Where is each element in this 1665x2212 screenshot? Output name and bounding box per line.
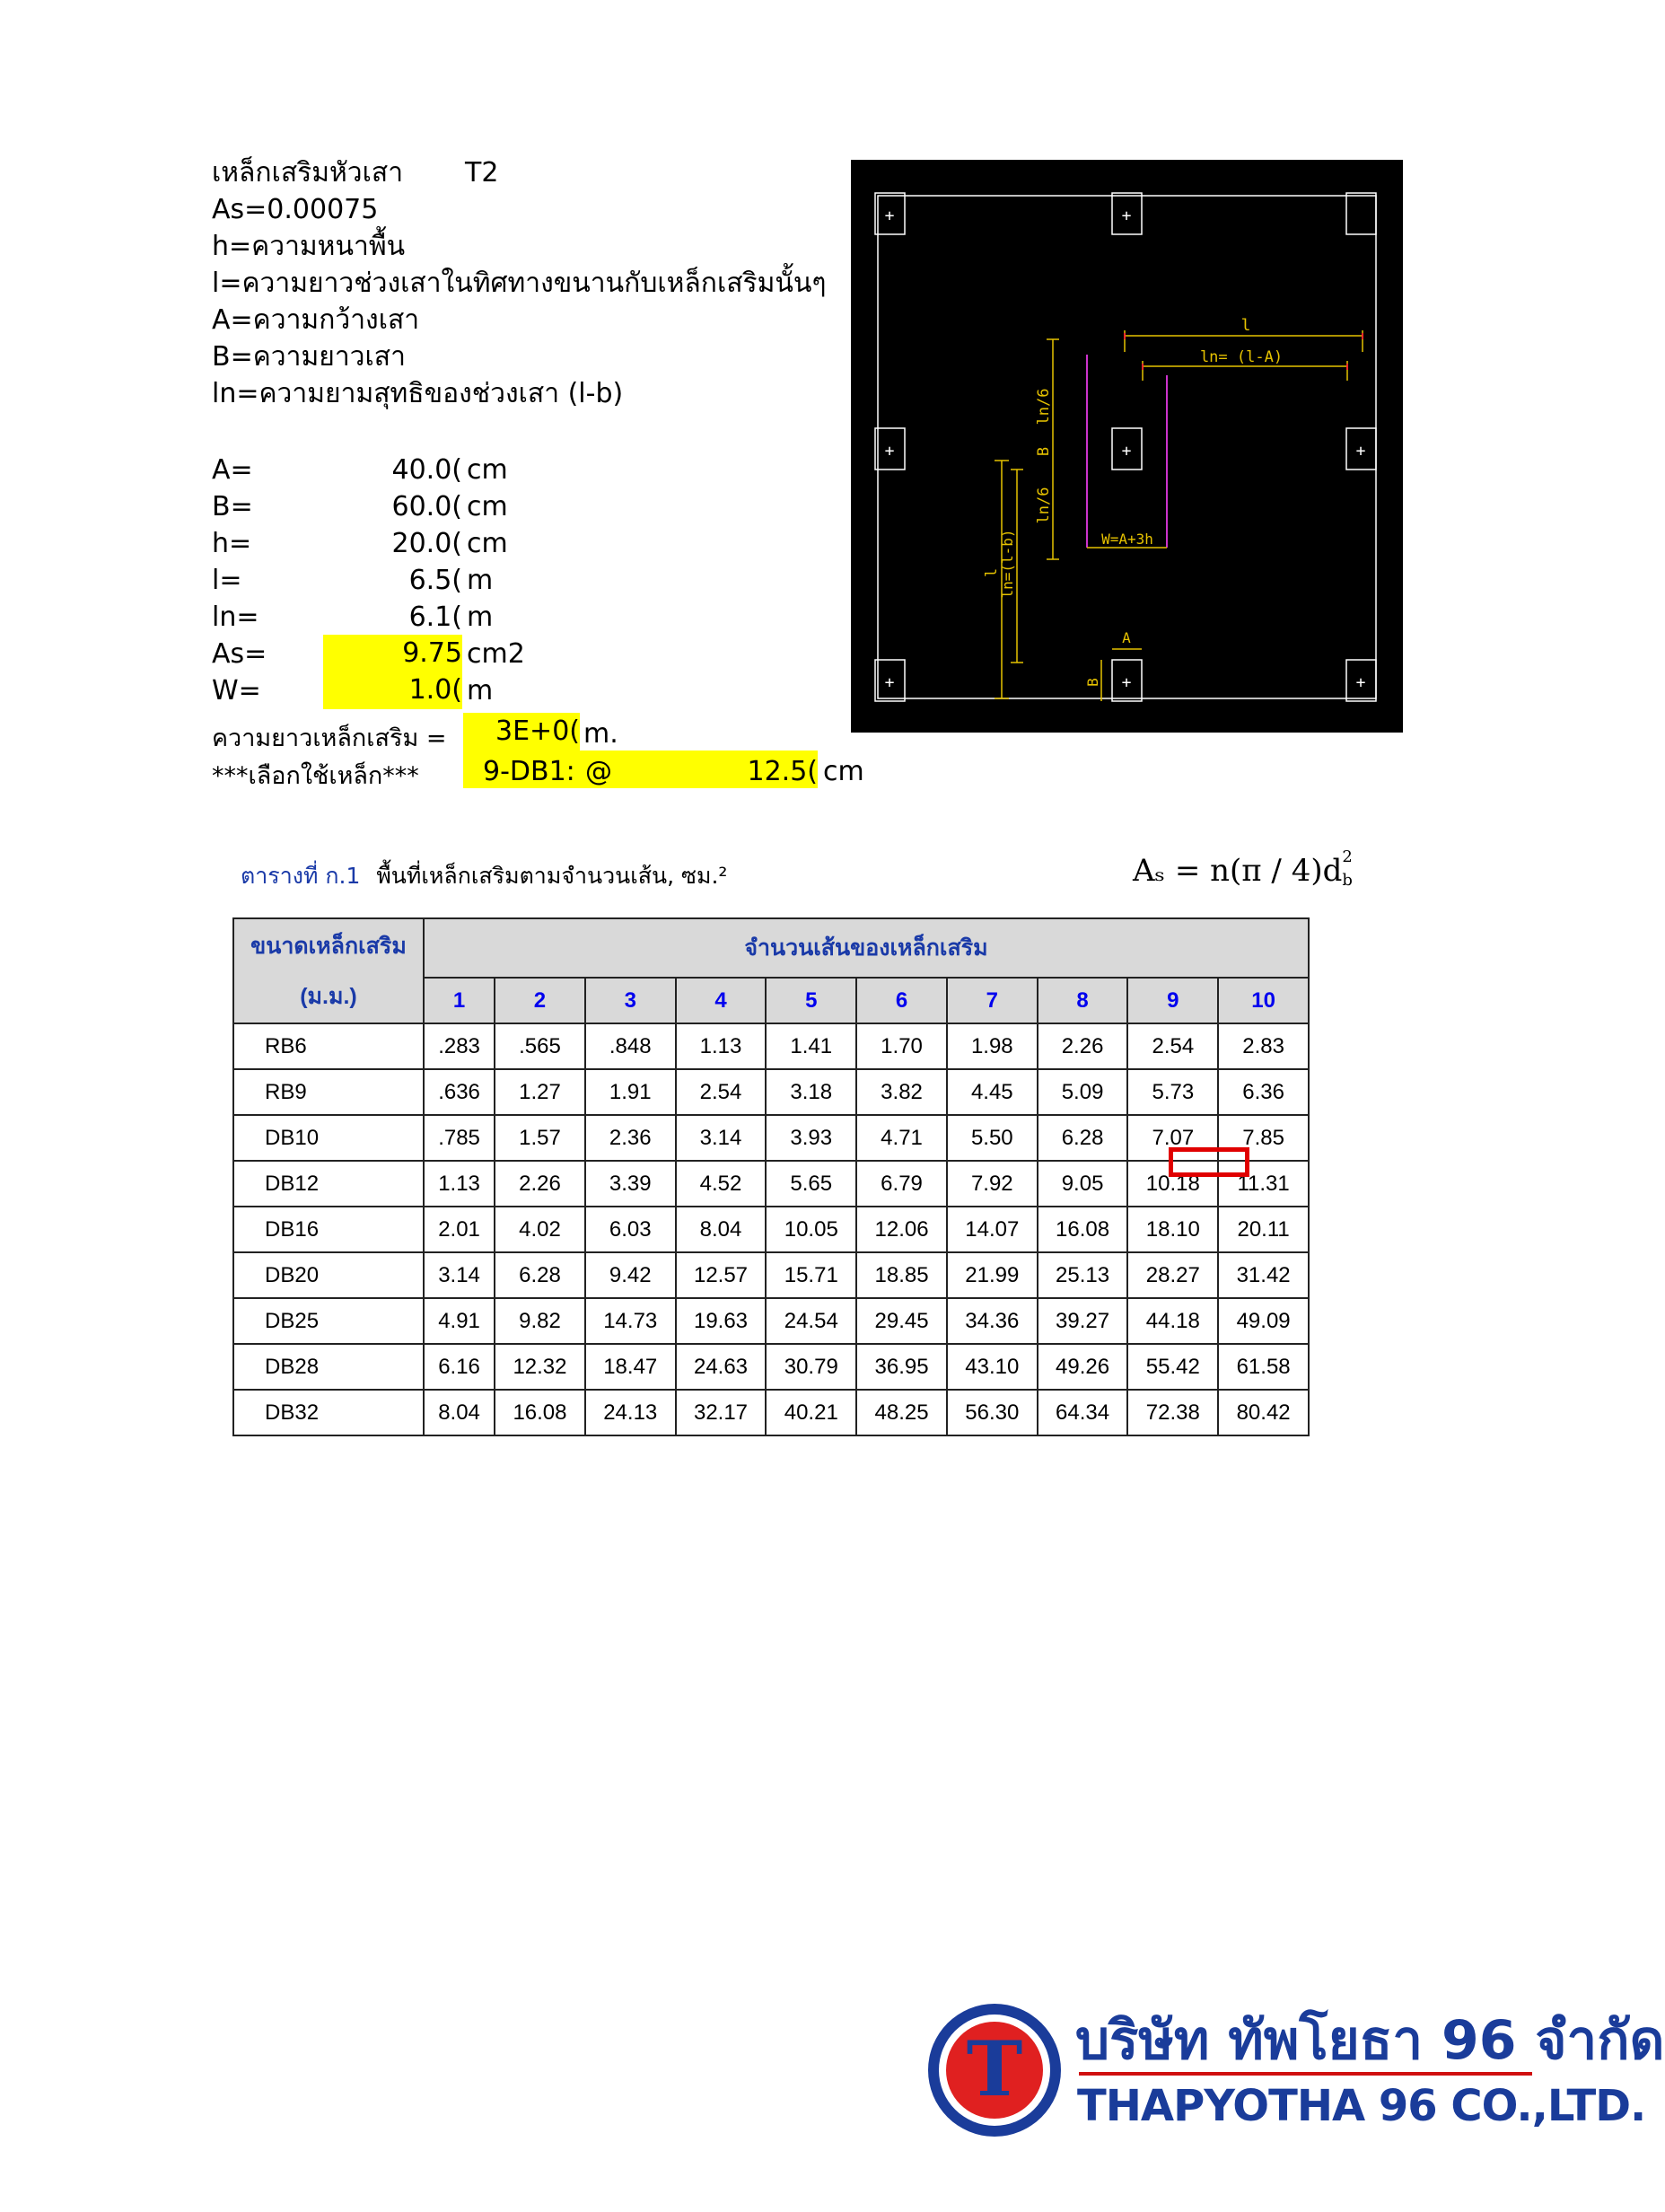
area-cell: 12.32 — [495, 1344, 585, 1390]
svg-text:+: + — [1121, 673, 1132, 692]
area-cell: .565 — [495, 1023, 585, 1069]
table-caption — [241, 858, 727, 894]
area-cell: 6.16 — [424, 1344, 495, 1390]
svg-text:+: + — [884, 206, 895, 225]
area-cell: 43.10 — [947, 1344, 1038, 1390]
count-header-cell: 2 — [495, 978, 585, 1023]
area-cell: 30.79 — [766, 1344, 856, 1390]
label-b-mid: B — [1035, 446, 1053, 457]
area-cell: 29.45 — [856, 1298, 947, 1344]
note-h: h=ความหนาพื้น — [212, 231, 406, 262]
table-caption-num: ตารางที่ ก.1 — [241, 863, 361, 889]
table-header-row — [233, 918, 1309, 978]
area-cell: 5.09 — [1038, 1069, 1128, 1115]
logo-letter: T — [966, 2024, 1023, 2113]
area-cell: 4.02 — [495, 1207, 585, 1252]
area-cell: 6.79 — [856, 1161, 947, 1207]
area-cell: 21.99 — [947, 1252, 1038, 1298]
svg-text:+: + — [1355, 442, 1366, 461]
area-cell: 4.45 — [947, 1069, 1038, 1115]
size-header — [233, 918, 424, 1023]
count-header-cell: 4 — [676, 978, 767, 1023]
param-unit: cm2 — [467, 638, 525, 670]
area-cell: 3.14 — [424, 1252, 495, 1298]
area-cell: 14.73 — [585, 1298, 676, 1344]
label-ln-top: ln= (l-A) — [1199, 348, 1284, 366]
title-code: T2 — [465, 157, 499, 189]
rebar-choice-label: ***เลือกใช้เหล็ก*** — [212, 762, 419, 790]
area-cell: 1.41 — [766, 1023, 856, 1069]
area-cell: 11.31 — [1218, 1161, 1309, 1207]
area-cell: 2.01 — [424, 1207, 495, 1252]
param-unit: cm — [467, 454, 508, 486]
area-cell: 1.70 — [856, 1023, 947, 1069]
area-cell: 12.06 — [856, 1207, 947, 1252]
label-w: W=A+3h — [1101, 531, 1153, 548]
param-label: l= — [212, 565, 242, 596]
area-cell: 16.08 — [495, 1390, 585, 1435]
area-cell: 3.93 — [766, 1115, 856, 1161]
label-a: A — [1122, 629, 1131, 646]
param-value-highlighted: 9.75 — [323, 635, 462, 672]
area-cell: 55.42 — [1127, 1344, 1218, 1390]
area-cell: 61.58 — [1218, 1344, 1309, 1390]
note-ln: ln=ความยามสุทธิของช่วงเสา (l-b) — [212, 378, 624, 409]
area-cell: 10.18 — [1127, 1161, 1218, 1207]
area-cell: 40.21 — [766, 1390, 856, 1435]
area-cell: 1.57 — [495, 1115, 585, 1161]
formula-sub: b — [1342, 871, 1353, 890]
param-value: 20.0( — [391, 528, 462, 559]
table-row — [233, 1023, 1309, 1069]
param-value: 40.0( — [391, 454, 462, 486]
label-l-left: l — [983, 567, 1001, 578]
area-cell: 24.13 — [585, 1390, 676, 1435]
area-cell: 8.04 — [676, 1207, 767, 1252]
svg-text:+: + — [1121, 442, 1132, 461]
rebar-size-cell: DB10 — [233, 1115, 424, 1161]
svg-text:+: + — [1121, 206, 1132, 225]
param-unit: cm — [467, 491, 508, 522]
logo-thai-name: บริษัท ทัพโยธา 96 จำกัด — [1075, 2009, 1665, 2072]
count-header: จำนวนเส้นของเหล็กเสริม — [424, 918, 1309, 978]
label-ln-left: ln=(l-b) — [999, 529, 1016, 599]
area-cell: 4.91 — [424, 1298, 495, 1344]
area-cell: 2.26 — [495, 1161, 585, 1207]
param-unit: m — [467, 675, 494, 707]
param-unit: m — [467, 601, 494, 633]
area-cell: 18.47 — [585, 1344, 676, 1390]
area-cell: 5.50 — [947, 1115, 1038, 1161]
formula-sup: 2 — [1342, 847, 1353, 866]
rebar-size-cell: DB16 — [233, 1207, 424, 1252]
area-cell: 1.13 — [424, 1161, 495, 1207]
area-cell: 20.11 — [1218, 1207, 1309, 1252]
rebar-choice-spacing: 12.5( — [747, 756, 818, 787]
table-row — [233, 1344, 1309, 1390]
area-cell: 1.91 — [585, 1069, 676, 1115]
area-cell: 15.71 — [766, 1252, 856, 1298]
area-cell: 14.07 — [947, 1207, 1038, 1252]
area-cell: 5.73 — [1127, 1069, 1218, 1115]
area-cell: 7.07 — [1127, 1115, 1218, 1161]
area-cell: 9.82 — [495, 1298, 585, 1344]
count-header-cell: 5 — [766, 978, 856, 1023]
sheet-title — [212, 154, 499, 191]
area-cell: 31.42 — [1218, 1252, 1309, 1298]
area-cell: 25.13 — [1038, 1252, 1128, 1298]
area-cell: 56.30 — [947, 1390, 1038, 1435]
area-cell: 49.26 — [1038, 1344, 1128, 1390]
rebar-length-unit: m. — [583, 718, 618, 750]
svg-text:+: + — [884, 673, 895, 692]
area-cell: 80.42 — [1218, 1390, 1309, 1435]
count-header-cell: 7 — [947, 978, 1038, 1023]
table-row — [233, 1115, 1309, 1161]
area-cell: 4.52 — [676, 1161, 767, 1207]
area-cell: 3.82 — [856, 1069, 947, 1115]
rebar-size-cell: DB25 — [233, 1298, 424, 1344]
area-cell: .283 — [424, 1023, 495, 1069]
area-cell: 7.92 — [947, 1161, 1038, 1207]
rebar-size-cell: DB12 — [233, 1161, 424, 1207]
area-cell: 18.10 — [1127, 1207, 1218, 1252]
area-cell: 6.03 — [585, 1207, 676, 1252]
param-unit: cm — [467, 528, 508, 559]
svg-text:+: + — [1355, 673, 1366, 692]
title-text: เหล็กเสริมหัวเสา — [212, 157, 404, 189]
param-label: As= — [212, 638, 267, 670]
drawing-svg — [851, 160, 1403, 733]
rebar-choice-at: @ — [585, 756, 612, 787]
rebar-size-cell: DB32 — [233, 1390, 424, 1435]
table-row — [233, 1069, 1309, 1115]
area-cell: 3.39 — [585, 1161, 676, 1207]
area-cell: 72.38 — [1127, 1390, 1218, 1435]
area-cell: 6.36 — [1218, 1069, 1309, 1115]
area-cell: 16.08 — [1038, 1207, 1128, 1252]
table-body — [233, 1023, 1309, 1435]
table-row — [233, 1207, 1309, 1252]
param-label: A= — [212, 454, 253, 486]
area-cell: 36.95 — [856, 1344, 947, 1390]
rebar-length-label: ความยาวเหล็กเสริม = — [212, 724, 447, 752]
param-label: B= — [212, 491, 253, 522]
area-cell: 2.26 — [1038, 1023, 1128, 1069]
area-cell: .785 — [424, 1115, 495, 1161]
table-row — [233, 1161, 1309, 1207]
note-a: A=ความกว้างเสา — [212, 304, 420, 336]
area-cell: .848 — [585, 1023, 676, 1069]
area-cell: 12.57 — [676, 1252, 767, 1298]
area-cell: 2.54 — [1127, 1023, 1218, 1069]
count-header-cell: 1 — [424, 978, 495, 1023]
area-cell: 39.27 — [1038, 1298, 1128, 1344]
table-caption-text: พื้นที่เหล็กเสริมตามจำนวนเส้น, ซม.² — [376, 863, 728, 889]
area-cell: 1.98 — [947, 1023, 1038, 1069]
label-ln6-upper: ln/6 — [1035, 388, 1053, 426]
count-header-cell: 6 — [856, 978, 947, 1023]
area-cell: 1.27 — [495, 1069, 585, 1115]
area-cell: 28.27 — [1127, 1252, 1218, 1298]
note-as: As=0.00075 — [212, 194, 379, 225]
param-label: W= — [212, 675, 261, 707]
area-cell: 6.28 — [1038, 1115, 1128, 1161]
label-ln6-lower: ln/6 — [1035, 487, 1053, 524]
table-row — [233, 1298, 1309, 1344]
rebar-area-table — [232, 917, 1310, 1436]
column — [1346, 193, 1376, 234]
area-cell: 64.34 — [1038, 1390, 1128, 1435]
area-cell: 9.42 — [585, 1252, 676, 1298]
area-cell: 44.18 — [1127, 1298, 1218, 1344]
rebar-size-cell: RB6 — [233, 1023, 424, 1069]
area-cell: 49.09 — [1218, 1298, 1309, 1344]
area-cell: 19.63 — [676, 1298, 767, 1344]
param-unit: m — [467, 565, 494, 596]
area-cell: 10.05 — [766, 1207, 856, 1252]
area-cell: 3.14 — [676, 1115, 767, 1161]
area-cell: 2.54 — [676, 1069, 767, 1115]
rebar-size-cell: DB20 — [233, 1252, 424, 1298]
area-cell: 8.04 — [424, 1390, 495, 1435]
rebar-length-value: 3E+0( — [463, 713, 580, 750]
logo-english-name: THAPYOTHA 96 CO.,LTD. — [1077, 2081, 1646, 2131]
count-header-cell: 8 — [1038, 978, 1128, 1023]
column-marks — [885, 206, 1366, 692]
count-header-cell: 10 — [1218, 978, 1309, 1023]
rebar-choice-unit: cm — [823, 756, 864, 787]
table-formula — [1133, 847, 1353, 890]
rebar-size-cell: RB9 — [233, 1069, 424, 1115]
area-cell: 6.28 — [495, 1252, 585, 1298]
formula-text: Aₛ = n(π / 4)d — [1133, 853, 1343, 889]
note-l: l=ความยาวช่วงเสาในทิศทางขนานกับเหล็กเสริมนั้นๆ — [212, 268, 827, 299]
area-cell: 18.85 — [856, 1252, 947, 1298]
label-l-top: l — [1240, 316, 1251, 335]
count-header-cell: 9 — [1127, 978, 1218, 1023]
size-header-line1: ขนาดเหล็กเสริม — [250, 933, 407, 959]
rebar-choice-bar: 9-DB1: — [483, 756, 575, 787]
table-row — [233, 1252, 1309, 1298]
param-value: 6.5( — [408, 565, 462, 596]
area-cell: 24.54 — [766, 1298, 856, 1344]
area-cell: 3.18 — [766, 1069, 856, 1115]
highlight-box — [1169, 1147, 1249, 1177]
area-cell: 1.13 — [676, 1023, 767, 1069]
param-value: 60.0( — [391, 491, 462, 522]
area-cell: 9.05 — [1038, 1161, 1128, 1207]
count-header-cell: 3 — [585, 978, 676, 1023]
area-cell: 4.71 — [856, 1115, 947, 1161]
area-cell: 2.83 — [1218, 1023, 1309, 1069]
param-value: 6.1( — [408, 601, 462, 633]
table-row — [233, 1390, 1309, 1435]
param-value-highlighted: 1.0( — [323, 672, 462, 709]
area-cell: .636 — [424, 1069, 495, 1115]
area-cell: 2.36 — [585, 1115, 676, 1161]
rebar-size-cell: DB28 — [233, 1344, 424, 1390]
param-label: h= — [212, 528, 252, 559]
svg-text:+: + — [884, 442, 895, 461]
area-cell: 48.25 — [856, 1390, 947, 1435]
column-strip-drawing — [851, 160, 1403, 733]
area-cell: 5.65 — [766, 1161, 856, 1207]
area-cell: 34.36 — [947, 1298, 1038, 1344]
note-b: B=ความยาวเสา — [212, 341, 406, 373]
logo-divider — [1079, 2072, 1532, 2076]
area-cell: 32.17 — [676, 1390, 767, 1435]
label-b: B — [1084, 678, 1101, 687]
param-label: ln= — [212, 601, 259, 633]
size-header-line2: (ม.ม.) — [300, 983, 357, 1009]
area-cell: 7.85 — [1218, 1115, 1309, 1161]
area-cell: 24.63 — [676, 1344, 767, 1390]
